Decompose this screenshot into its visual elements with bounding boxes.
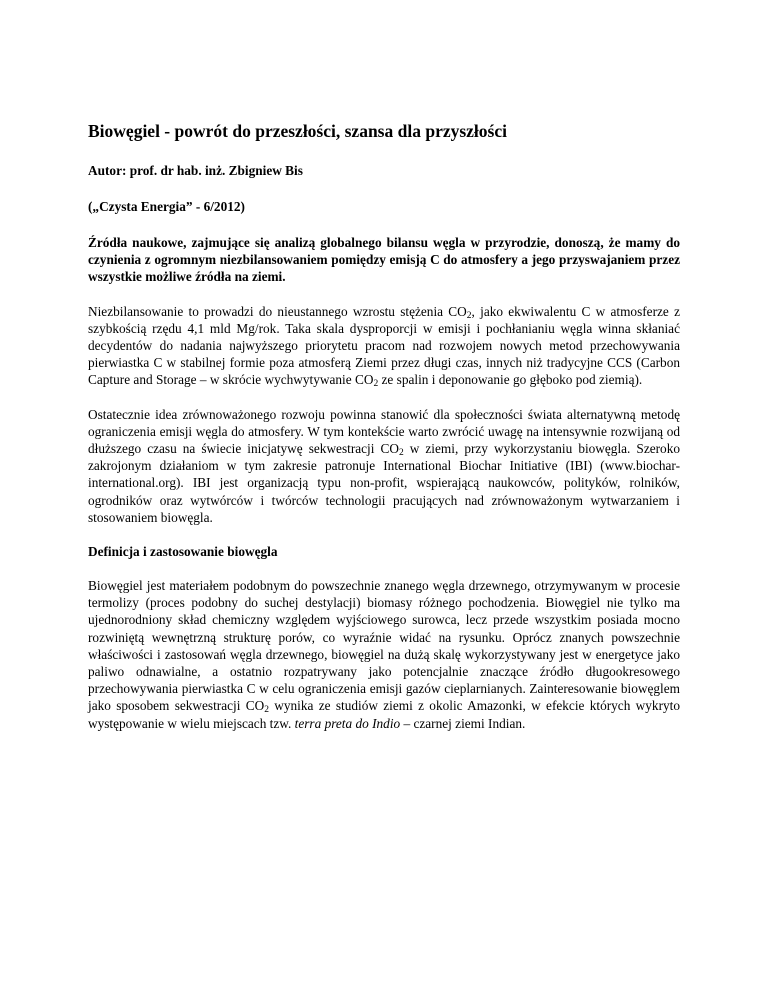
author-line: Autor: prof. dr hab. inż. Zbigniew Bis [88, 163, 303, 178]
lead-paragraph: Źródła naukowe, zajmujące się analizą globalnego bilansu węgla w przyrodzie, donoszą, że mamy do czynienia z ogromnym niezbilansowaniem pomiędzy emisją C do atmosfery a jego przyswajaniem przez wszystkie możliwe źródła na ziemi. [88, 235, 680, 285]
paragraph-1-text-c: ze spalin i deponowanie go głęboko pod ziemią). [378, 372, 643, 388]
document-page [88, 120, 680, 749]
subscript-2: 2 [466, 310, 472, 321]
paragraph-2-text-a: Ostatecznie idea zrównoważonego rozwoju powinna stanowić dla społeczności świata alternatywną metodę ograniczenia emisji węgla do atmosfery. W tym kontekście warto zwrócić uwagę na intensywnie rozwijaną od dłuższego czasu na świecie inicjatywę sekwestracji CO [88, 406, 680, 457]
paragraph-2 [88, 406, 680, 526]
paragraph-1-text-a: Niezbilansowanie to prowadzi do nieustannego wzrostu stężenia CO [88, 303, 467, 319]
subscript-2: 2 [398, 448, 404, 459]
paragraph-3-text-b: wynika ze studiów ziemi z okolic Amazonki, w efekcie których wykryto występowanie w wielu miejscach tzw. [88, 698, 680, 731]
paragraph-3 [88, 577, 680, 732]
subscript-2: 2 [264, 705, 269, 716]
paragraph-1 [88, 303, 680, 389]
source-line: („Czysta Energia” - 6/2012) [88, 199, 245, 214]
paragraph-3-text-c: – czarnej ziemi Indian. [400, 715, 526, 731]
italic-term: terra preta do Indio [294, 715, 401, 731]
section-heading: Definicja i zastosowanie biowęgla [88, 544, 278, 560]
paragraph-3-text-a: Biowęgiel jest materiałem podobnym do powszechnie znanego węgla drzewnego, otrzymywanym w procesie termolizy (proces podobny do suchej destylacji) biomasy różnego pochodzenia. Biowęgiel nie tylko ma ujednorodniony skład chemiczny względem wyjściowego surowca, lecz przede wszystkim posiada mocno rozwiniętą wewnętrzną strukturę porów, co wyraźnie widać na rysunku. Oprócz znanych powszechnie właściwości i zastosowań węgla drzewnego, biowęgiel na dużą skalę wykorzystywany jest w energetyce jako paliwo odnawialne, a ostatnio rozpatrywany jako potencjalnie znaczące źródło długookresowego przechowywania pierwiastka C w celu ograniczenia emisji gazów cieplarnianych. Zainteresowanie biowęglem jako sposobem sekwestracji CO [88, 578, 680, 714]
paragraph-1-text-b: , jako ekwiwalentu C w atmosferze z szybkością rzędu 4,1 mld Mg/rok. Taka skala dysproporcji w emisji i pochłanianiu węgla winna skłaniać decydentów do nadania najwyższego priorytetu pracom nad rozwojem nowych metod przechowywania pierwiastka C w stabilnej formie poza atmosferą Ziemi przez długi czas, innych niż tradycyjne CCS (Carbon Capture and Storage – w skrócie wychwytywanie CO [88, 303, 680, 388]
paragraph-2-text-b: w ziemi, przy wykorzystaniu biowęgla. Szeroko zakrojonym działaniom w tym zakresie patronuje International Biochar Initiative (IBI) (www.biochar-international.org). IBI jest organizacją typu non-profit, wspierającą naukowców, polityków, rolników, ogrodników oraz wytwórców i twórców technologii pracujących nad zrównoważonym wytwarzaniem i stosowaniem biowęgla. [88, 441, 680, 525]
document-title: Biowęgiel - powrót do przeszłości, szansa dla przyszłości [88, 121, 507, 141]
subscript-2: 2 [373, 379, 379, 390]
